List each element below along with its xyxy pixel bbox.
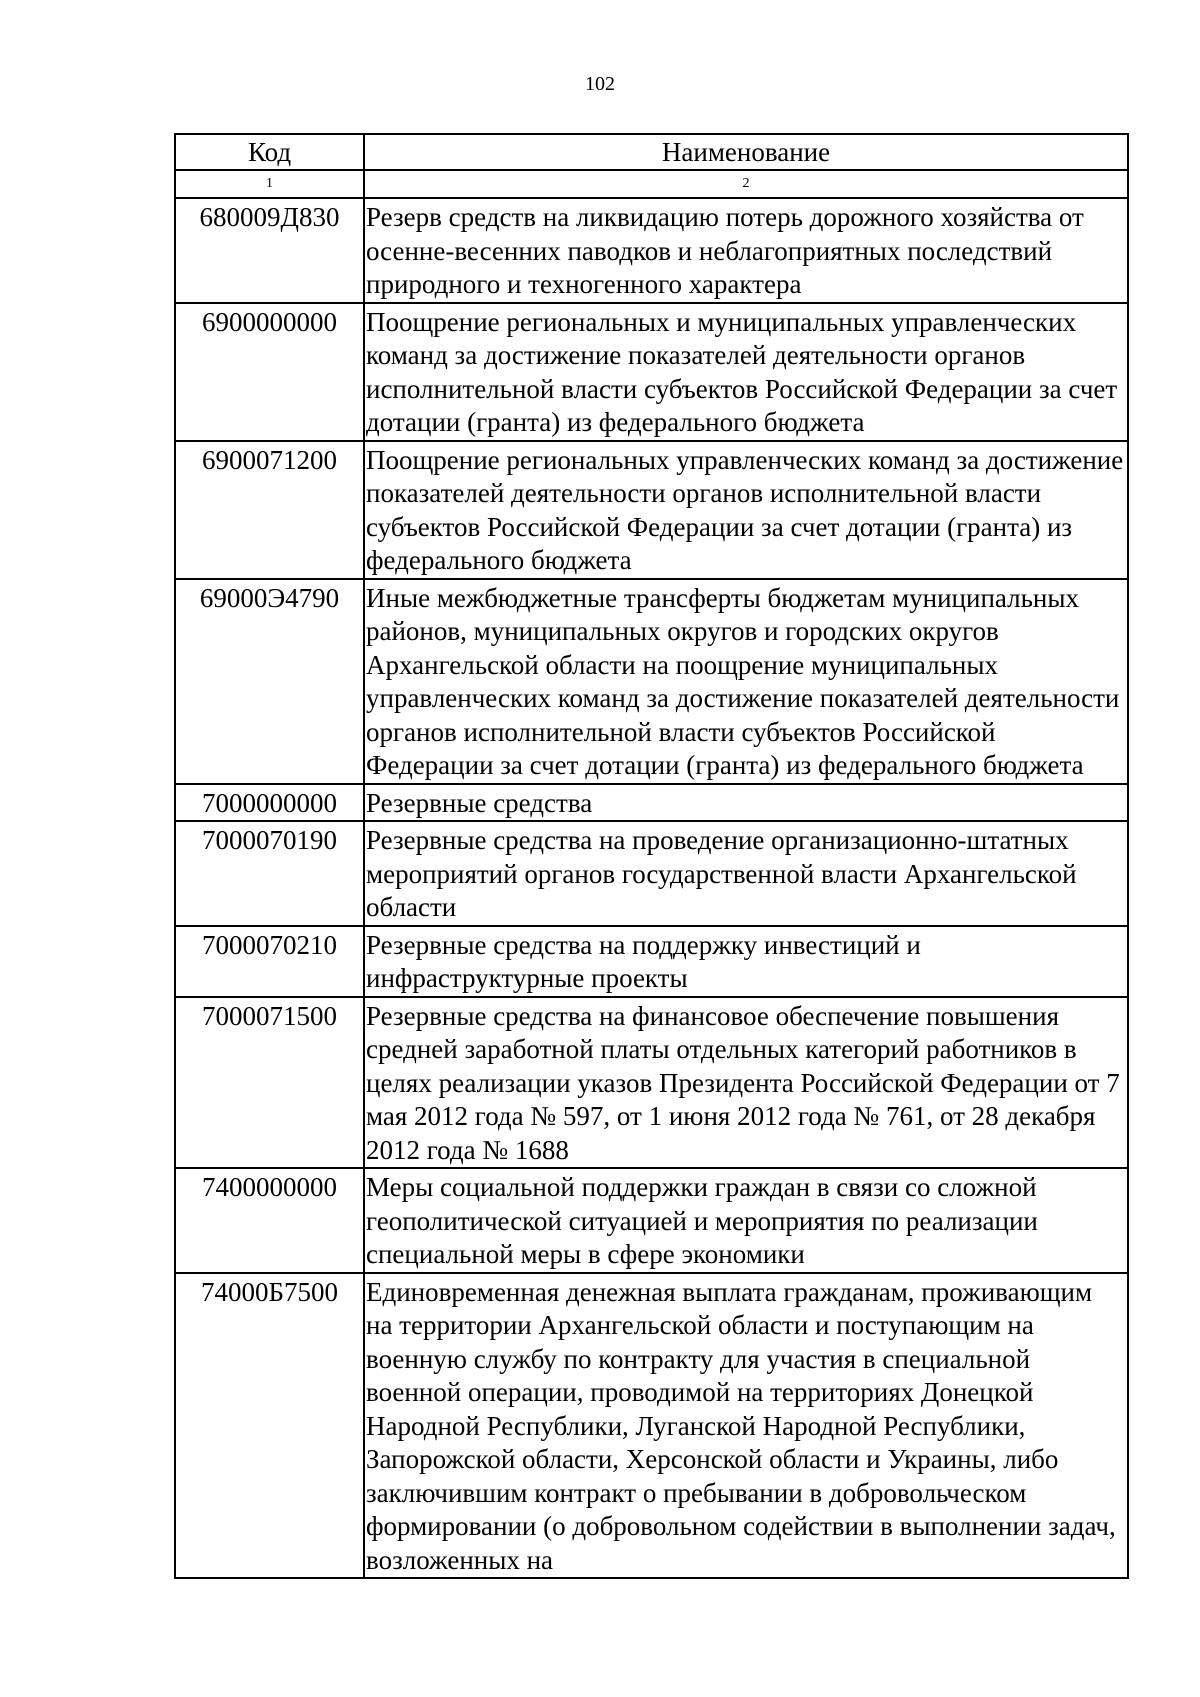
table-header — [175, 134, 1128, 198]
row-code: 74000Б7500 — [175, 1273, 364, 1579]
row-name: Резервные средства на проведение организационно-штатных мероприятий органов государственной власти Архангельской области — [364, 821, 1128, 926]
row-name: Поощрение региональных и муниципальных управленческих команд за достижение показателей деятельности органов исполнительной власти субъектов Российской Федерации за счет дотации (гранта) из федерального бюджета — [364, 303, 1128, 441]
table-row — [175, 784, 1128, 822]
page-number: 102 — [585, 73, 615, 95]
table-row — [175, 1273, 1128, 1579]
table-row — [175, 303, 1128, 441]
row-code: 7000070210 — [175, 926, 364, 997]
row-name: Резервные средства — [364, 784, 1128, 822]
row-code: 7000000000 — [175, 784, 364, 822]
row-name: Единовременная денежная выплата гражданам, проживающим на территории Архангельской области и поступающим на военную службу по контракту для участия в специальной военной операции, проводимой на территориях Донецкой Народной Республики, Луганской Народной Республики, Запорожской области, Херсонской области и Украины, либо заключившим контракт о пребывании в добровольческом формировании (о добровольном содействии в выполнении задач, возложенных на — [364, 1273, 1128, 1579]
header-code: Код — [175, 134, 364, 170]
column-number-code: 1 — [175, 170, 364, 198]
row-name: Резервные средства на финансовое обеспечение повышения средней заработной платы отдельных категорий работников в целях реализации указов Президента Российской Федерации от 7 мая 2012 года № 597, от 1 июня 2012 года № 761, от 28 декабря 2012 года № 1688 — [364, 997, 1128, 1169]
header-name: Наименование — [364, 134, 1128, 170]
table-row — [175, 198, 1128, 303]
row-code: 7400000000 — [175, 1168, 364, 1273]
row-name: Меры социальной поддержки граждан в связи со сложной геополитической ситуацией и мероприятия по реализации специальной меры в сфере экономики — [364, 1168, 1128, 1273]
table-body — [175, 198, 1128, 1578]
row-code: 7000070190 — [175, 821, 364, 926]
row-name: Резерв средств на ликвидацию потерь дорожного хозяйства от осенне-весенних паводков и неблагоприятных последствий природного и техногенного характера — [364, 198, 1128, 303]
table-row — [175, 821, 1128, 926]
row-name: Иные межбюджетные трансферты бюджетам муниципальных районов, муниципальных округов и городских округов Архангельской области на поощрение муниципальных управленческих команд за достижение показателей деятельности органов исполнительной власти субъектов Российской Федерации за счет дотации (гранта) из федерального бюджета — [364, 579, 1128, 784]
table-row — [175, 441, 1128, 579]
table-row — [175, 997, 1128, 1169]
row-code: 7000071500 — [175, 997, 364, 1169]
row-code: 6900071200 — [175, 441, 364, 579]
column-number-row — [175, 170, 1128, 198]
table-row — [175, 926, 1128, 997]
row-name: Резервные средства на поддержку инвестиций и инфраструктурные проекты — [364, 926, 1128, 997]
row-code: 69000Э4790 — [175, 579, 364, 784]
table-row — [175, 1168, 1128, 1273]
budget-codes-table — [174, 133, 1129, 1579]
table-row — [175, 579, 1128, 784]
column-number-name: 2 — [364, 170, 1128, 198]
row-code: 6900000000 — [175, 303, 364, 441]
row-code: 680009Д830 — [175, 198, 364, 303]
header-row — [175, 134, 1128, 170]
row-name: Поощрение региональных управленческих команд за достижение показателей деятельности органов исполнительной власти субъектов Российской Федерации за счет дотации (гранта) из федерального бюджета — [364, 441, 1128, 579]
